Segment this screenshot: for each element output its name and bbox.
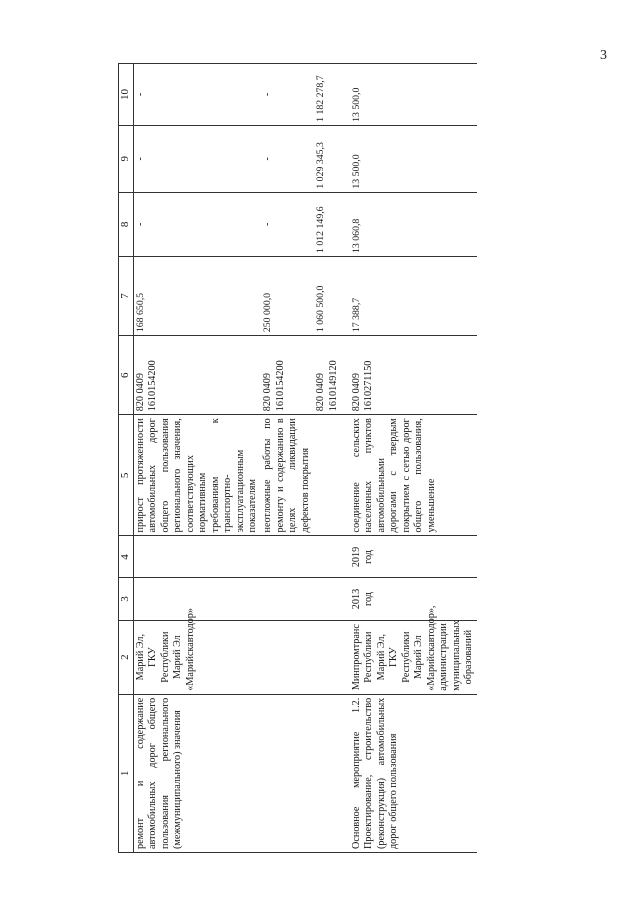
column-number: 1 xyxy=(119,694,134,852)
amount-col9: 1 029 345,3 xyxy=(314,125,342,192)
amount-col10: 1 182 278,7 xyxy=(314,64,342,126)
amount-col8: - xyxy=(261,192,314,256)
amount-col7: 17 388,7 xyxy=(350,256,477,335)
amount-col8: 13 060,8 xyxy=(350,192,477,256)
amount-col8: 1 012 149,6 xyxy=(314,192,342,256)
expected-result: неотложные работы по ремонту и содержанию в целях ликвидации дефектов покрытия xyxy=(261,415,314,536)
start-year xyxy=(134,578,343,620)
budget-code: 820 0409 1610149120 xyxy=(314,336,342,415)
program-measures-table xyxy=(118,63,477,853)
column-number: 7 xyxy=(119,256,134,335)
end-year xyxy=(134,536,343,578)
amount-col7: 1 060 500,0 xyxy=(314,256,342,335)
column-number: 8 xyxy=(119,192,134,256)
column-number: 9 xyxy=(119,125,134,192)
page-number: 3 xyxy=(600,48,607,63)
expected-result xyxy=(314,415,342,536)
amount-col9: 13 500,0 xyxy=(350,125,477,192)
amount-col8: - xyxy=(134,192,262,256)
amount-col7: 250 000,0 xyxy=(261,256,314,335)
column-number: 4 xyxy=(119,536,134,578)
amount-col9: - xyxy=(134,125,262,192)
budget-code: 820 0409 1610271150 xyxy=(350,336,477,415)
budget-code: 820 0409 1610154200 xyxy=(134,336,262,415)
amount-col10: - xyxy=(134,64,262,126)
executor: Минпромтранс Республики Марий Эл, ГКУ Республики Марий Эл «Марийскавтодор», администрации муниципальных образований xyxy=(350,620,477,694)
column-number: 10 xyxy=(119,64,134,126)
table-row xyxy=(134,64,262,853)
end-year: 2019 год xyxy=(350,536,477,578)
start-year: 2013 год xyxy=(350,578,477,620)
expected-result: соединение сельских населенных пунктов автомобильными дорогами с твердым покрытием с сетью дорог общего пользования, уменьшение xyxy=(350,415,477,536)
column-number-row xyxy=(119,64,134,853)
amount-col9: - xyxy=(261,125,314,192)
column-number: 6 xyxy=(119,336,134,415)
amount-col7: 168 650,5 xyxy=(134,256,262,335)
measure-name: ремонт и содержание автомобильных дорог общего пользования регионального (межмуниципального) значения xyxy=(134,694,343,852)
executor: Марий Эл, ГКУ Республики Марий Эл «Марийскавтодор» xyxy=(134,620,343,694)
budget-code: 820 0409 1610154200 xyxy=(261,336,314,415)
amount-col10: 13 500,0 xyxy=(350,64,477,126)
table-row xyxy=(350,64,477,853)
column-number: 5 xyxy=(119,415,134,536)
column-number: 2 xyxy=(119,620,134,694)
document-table-wrapper xyxy=(118,63,638,853)
expected-result: прирост протяженности автомобильных дорог общего пользования регионального значения, соответствующих нормативным требованиям к транспортно-эксплуатационным показателям xyxy=(134,415,262,536)
row-spacer xyxy=(342,64,350,853)
amount-col10: - xyxy=(261,64,314,126)
column-number: 3 xyxy=(119,578,134,620)
measure-name: Основное мероприятие 1.2. Проектирование, строительство (реконструкция) автомобильных дорог общего пользования xyxy=(350,694,477,852)
